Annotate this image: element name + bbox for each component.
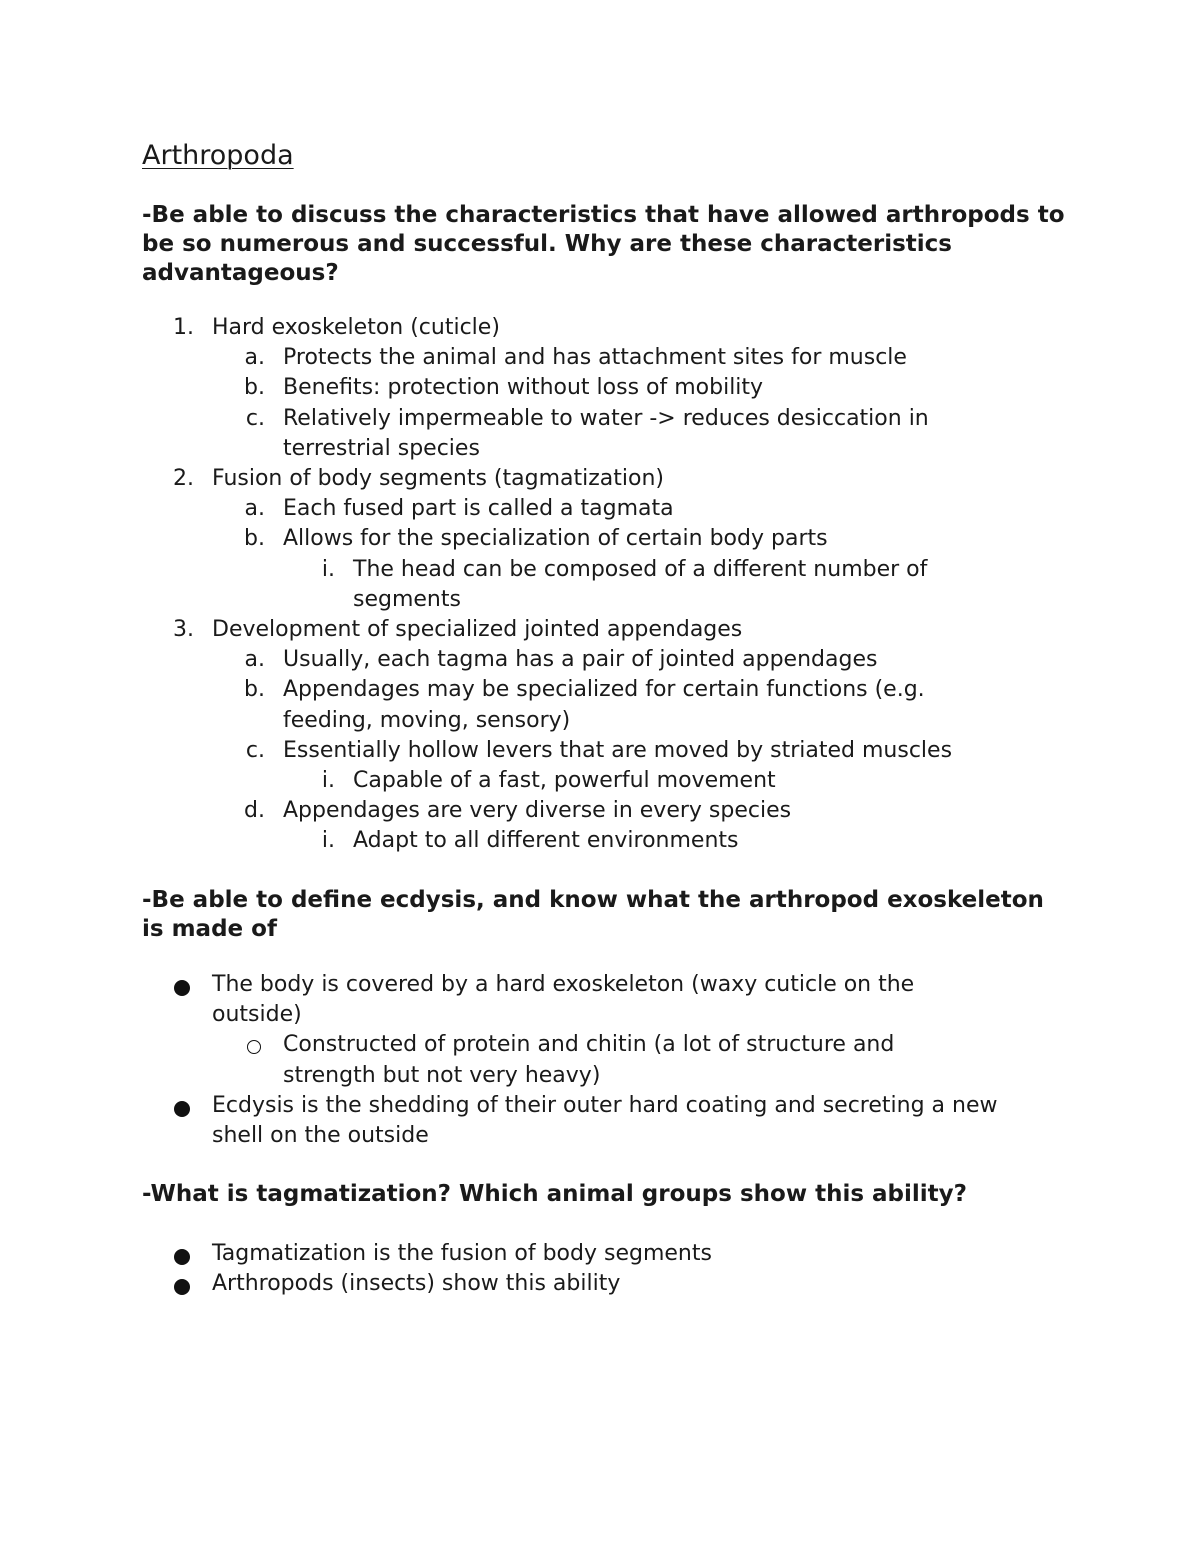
page-title: Arthropoda bbox=[142, 140, 294, 171]
list-marker: 3. bbox=[173, 617, 194, 643]
list-item-text: Capable of a fast, powerful movement bbox=[353, 768, 776, 794]
list-item bbox=[142, 675, 1042, 735]
list-marker: c. bbox=[245, 405, 265, 431]
list-item bbox=[142, 464, 1042, 494]
list-marker: i. bbox=[321, 828, 335, 854]
list-item-text: Protects the animal and has attachment sites for muscle bbox=[283, 345, 907, 371]
list-item-text: The body is covered by a hard exoskeleton (waxy cuticle on the outside) bbox=[212, 972, 915, 1028]
list-item bbox=[142, 766, 1042, 796]
list-item-text: Each fused part is called a tagmata bbox=[283, 496, 674, 522]
list-marker: a. bbox=[244, 647, 265, 673]
list-item bbox=[142, 1030, 1042, 1090]
list-item-text: Appendages are very diverse in every species bbox=[283, 798, 792, 824]
bullet-icon bbox=[174, 1249, 190, 1265]
list-item bbox=[142, 1091, 1042, 1151]
list-item bbox=[142, 1269, 1042, 1299]
list-item bbox=[142, 524, 1042, 554]
list-item-text: Development of specialized jointed appendages bbox=[212, 617, 743, 643]
section-question-1: -Be able to discuss the characteristics that have allowed arthropods to be so numerous and successful. Why are these characteristics advantageous? bbox=[142, 202, 1065, 286]
list-item bbox=[142, 826, 1042, 856]
list-item bbox=[142, 343, 1042, 373]
bullet-icon bbox=[174, 980, 190, 996]
hollow-bullet-icon bbox=[247, 1040, 261, 1054]
bullet-icon bbox=[174, 1279, 190, 1295]
list-marker: a. bbox=[244, 345, 265, 371]
list-item bbox=[142, 555, 1042, 615]
section-question-3: -What is tagmatization? Which animal groups show this ability? bbox=[142, 1181, 967, 1207]
list-marker: a. bbox=[244, 496, 265, 522]
list-item-text: Adapt to all different environments bbox=[353, 828, 739, 854]
list-item-text: Essentially hollow levers that are moved by striated muscles bbox=[283, 737, 953, 763]
list-item-text: Ecdysis is the shedding of their outer hard coating and secreting a new shell on the outside bbox=[212, 1092, 998, 1149]
list-marker: i. bbox=[321, 768, 335, 794]
list-item bbox=[142, 970, 1042, 1030]
bullet-icon bbox=[174, 1101, 190, 1117]
list-marker: 2. bbox=[173, 466, 194, 492]
list-marker: b. bbox=[244, 677, 265, 703]
list-item-text: Hard exoskeleton (cuticle) bbox=[212, 315, 500, 340]
list-item-text: Fusion of body segments (tagmatization) bbox=[212, 466, 664, 492]
list-marker: c. bbox=[245, 737, 265, 763]
list-item-text: Usually, each tagma has a pair of jointed appendages bbox=[283, 647, 878, 673]
list-item-text: Tagmatization is the fusion of body segments bbox=[212, 1241, 712, 1266]
list-item bbox=[142, 645, 1042, 675]
list-item bbox=[142, 796, 1042, 826]
list-item-text: Relatively impermeable to water -> reduces desiccation in terrestrial species bbox=[283, 405, 929, 461]
list-item-text: Appendages may be specialized for certain functions (e.g. feeding, moving, sensory) bbox=[283, 677, 925, 733]
list-item bbox=[142, 404, 1042, 464]
list-item bbox=[142, 736, 1042, 766]
list-item-text: Allows for the specialization of certain body parts bbox=[283, 526, 828, 552]
list-marker: i. bbox=[321, 556, 335, 582]
list-marker: b. bbox=[244, 375, 265, 401]
tagmatization-list bbox=[142, 1239, 1042, 1299]
list-item bbox=[142, 313, 1042, 343]
list-item bbox=[142, 373, 1042, 403]
list-marker: 1. bbox=[173, 315, 194, 340]
list-item-text: Benefits: protection without loss of mobility bbox=[283, 375, 764, 401]
list-item bbox=[142, 615, 1042, 645]
ecdysis-list bbox=[142, 970, 1042, 1151]
list-marker: b. bbox=[244, 526, 265, 552]
list-item bbox=[142, 1239, 1042, 1269]
list-item bbox=[142, 494, 1042, 524]
section-question-2: -Be able to define ecdysis, and know what the arthropod exoskeleton is made of bbox=[142, 887, 1044, 942]
characteristics-list bbox=[142, 313, 1042, 857]
list-item-text: Arthropods (insects) show this ability bbox=[212, 1271, 621, 1297]
list-marker: d. bbox=[244, 798, 265, 824]
list-item-text: The head can be composed of a different number of segments bbox=[353, 556, 928, 612]
list-item-text: Constructed of protein and chitin (a lot of structure and strength but not very heavy) bbox=[283, 1032, 895, 1088]
